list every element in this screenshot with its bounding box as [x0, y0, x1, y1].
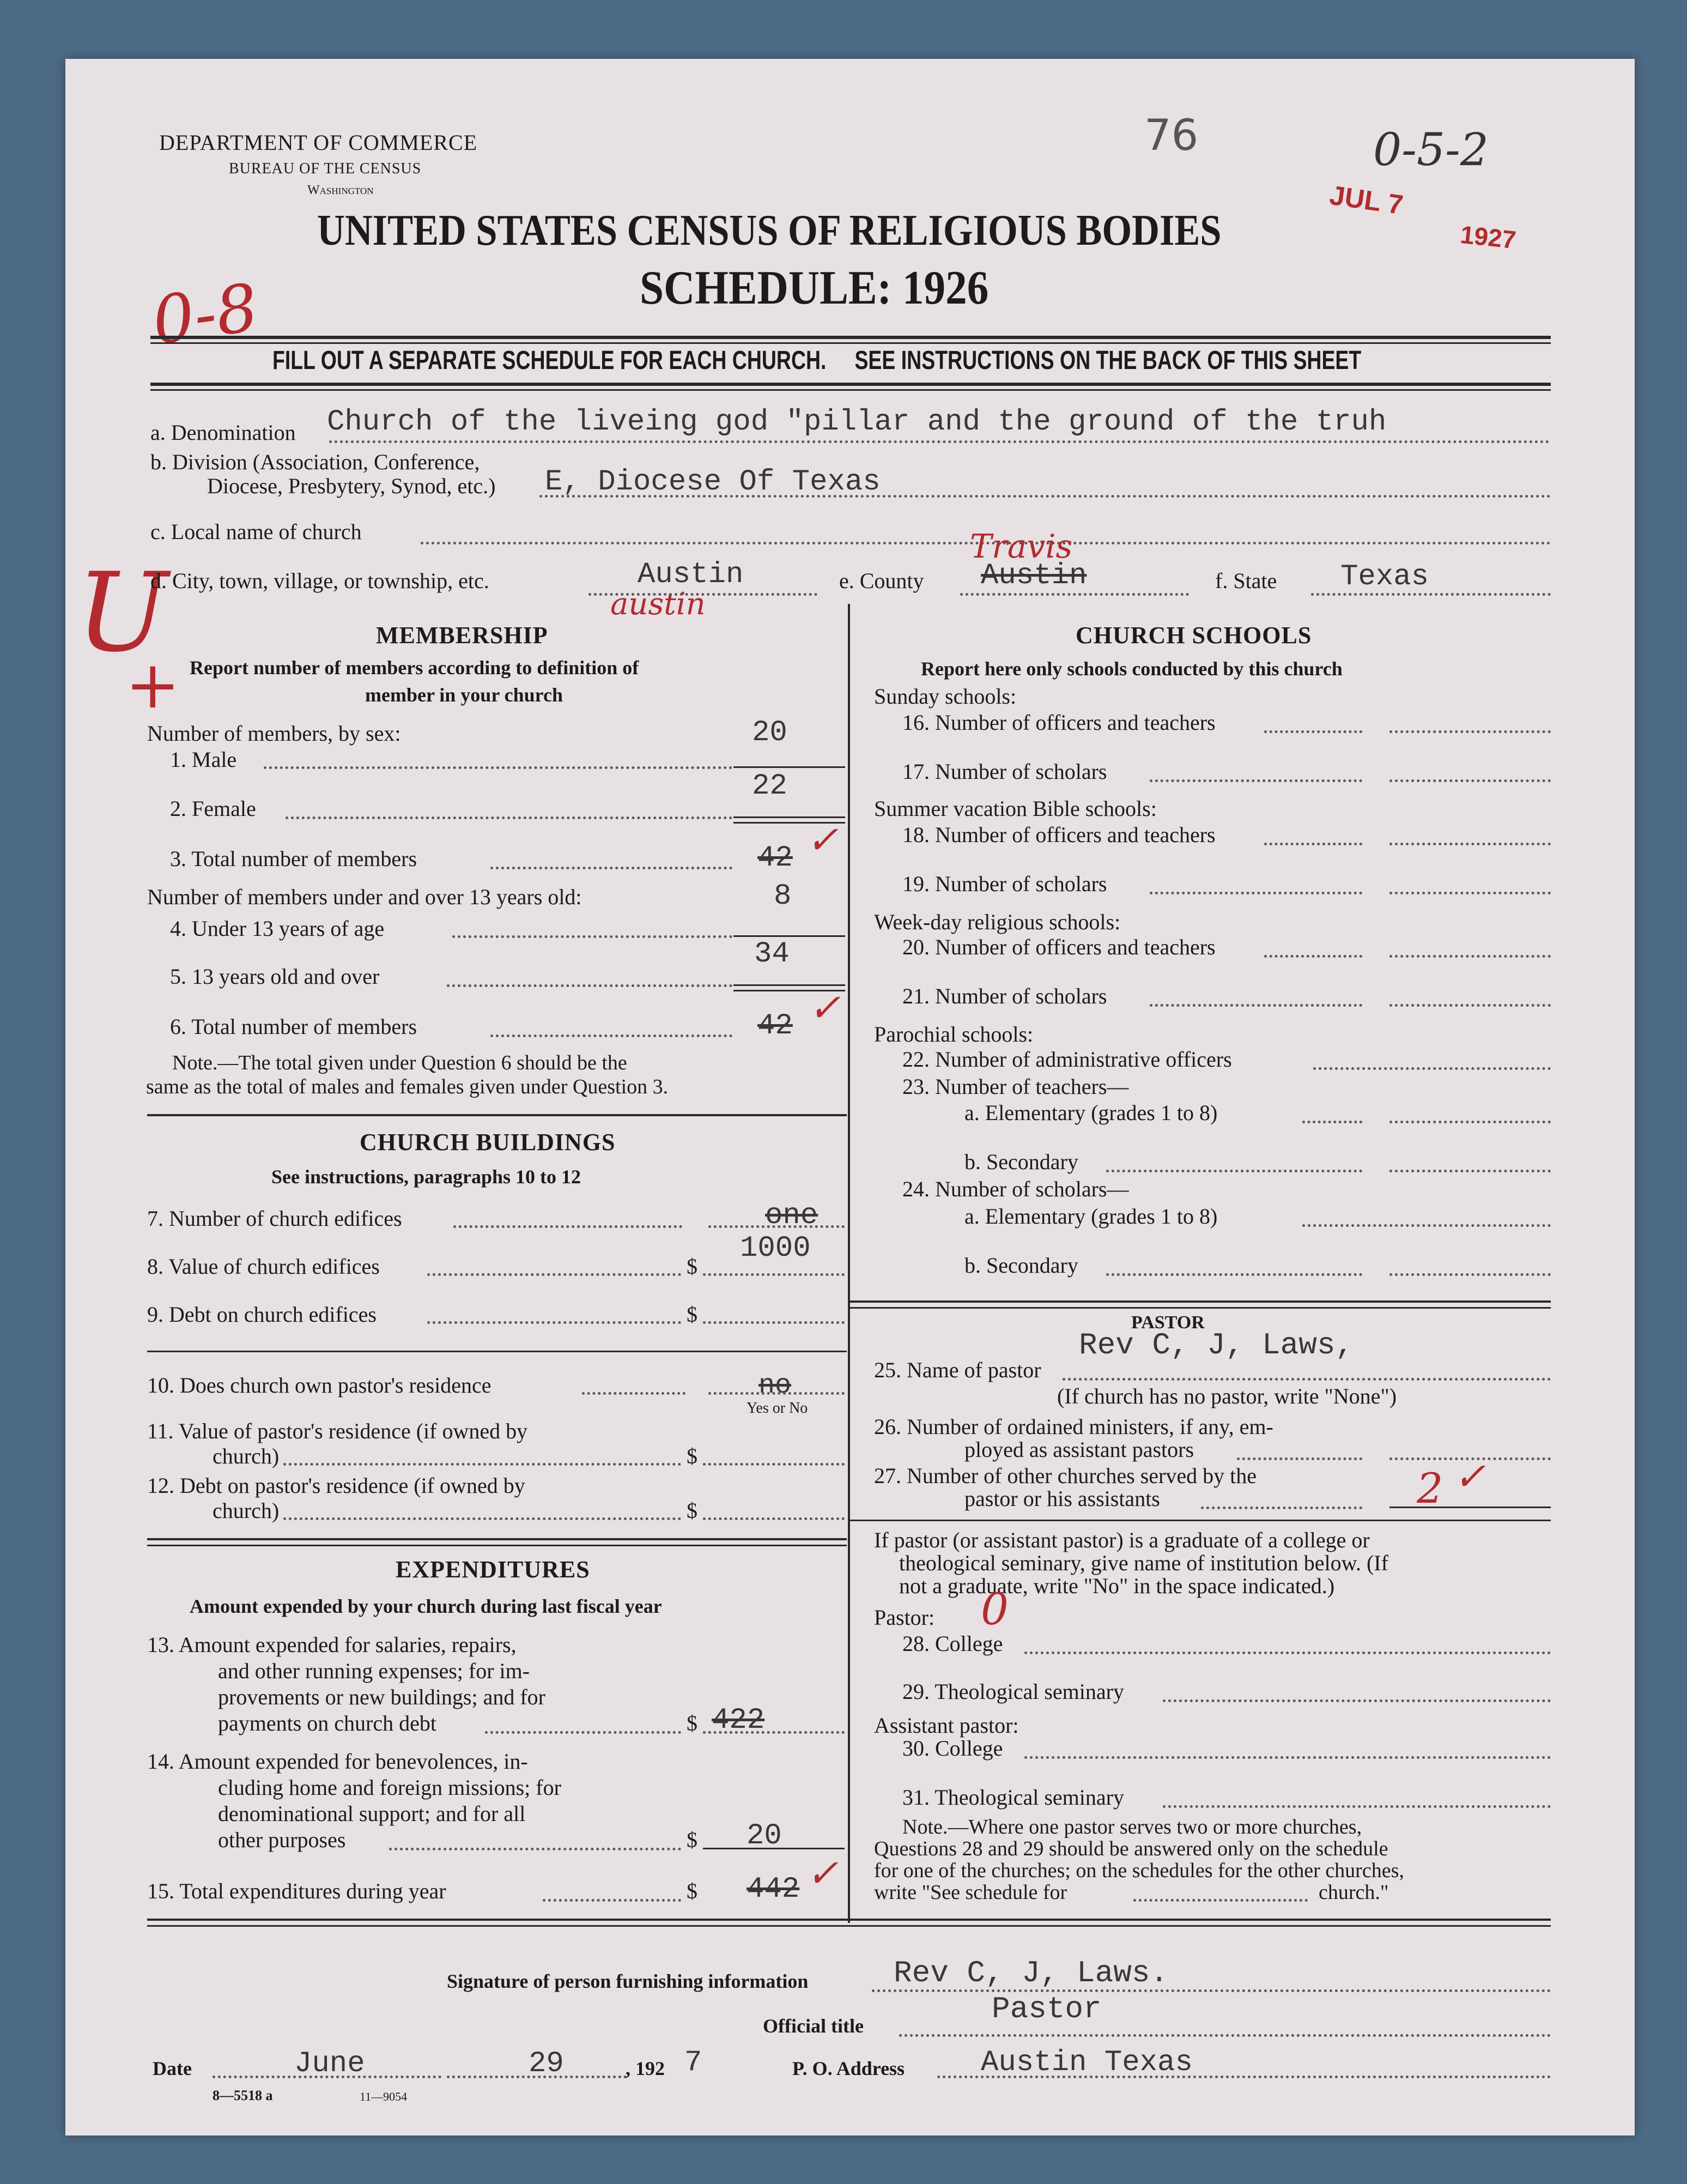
q6-total-label: 6. Total number of members — [170, 1014, 417, 1039]
q23a-label: a. Elementary (grades 1 to 8) — [964, 1100, 1218, 1125]
q15-total-value: 442 — [747, 1873, 800, 1906]
q1-male-label: 1. Male — [170, 747, 237, 772]
state-line — [1311, 593, 1551, 596]
date-label: Date — [153, 2058, 192, 2079]
county-label: e. County — [839, 568, 924, 593]
code-top-mark: 0-5-2 — [1373, 124, 1489, 176]
header-rule-bottom-2 — [150, 389, 1551, 391]
q3-check-mark: ✓ — [806, 818, 839, 862]
q8-leader — [427, 1273, 681, 1276]
q27-leader — [1201, 1507, 1362, 1509]
q31-seminary-label: 31. Theological seminary — [902, 1785, 1124, 1810]
q27-label-2: pastor or his assistants — [964, 1486, 1160, 1511]
q17-answer-line — [1389, 779, 1551, 782]
q29-line — [1163, 1699, 1551, 1702]
schools-subtitle: Report here only schools conducted by this church — [921, 658, 1343, 680]
column-divider — [848, 604, 850, 1923]
census-schedule-sheet — [65, 59, 1635, 2135]
members-by-sex-label: Number of members, by sex: — [147, 721, 401, 746]
denomination-line — [329, 440, 1550, 443]
q24-label: 24. Number of scholars— — [902, 1177, 1129, 1201]
q23a-answer-line — [1389, 1121, 1551, 1123]
q6-leader — [490, 1034, 732, 1037]
q30-line — [1024, 1756, 1551, 1759]
q12-leader — [283, 1517, 681, 1520]
signature-line — [872, 1989, 1551, 1992]
q5-13-and-over-value: 34 — [754, 937, 790, 971]
form-title: UNITED STATES CENSUS OF RELIGIOUS BODIES — [317, 207, 1222, 255]
q25-pastor-name-value: Rev C, J, Laws, — [1079, 1328, 1354, 1363]
pastor-note-blank — [1133, 1899, 1308, 1902]
q9-leader — [427, 1321, 681, 1324]
q10-residence-label: 10. Does church own pastor's residence — [147, 1373, 491, 1397]
division-label-2: Diocese, Presbytery, Synod, etc.) — [207, 474, 496, 498]
q8-value-value: 1000 — [740, 1232, 811, 1265]
q13-label-2: and other running expenses; for im- — [218, 1659, 530, 1683]
schedule-title: SCHEDULE: 1926 — [640, 262, 989, 314]
q25-line — [1063, 1378, 1551, 1381]
q12-answer-line — [703, 1517, 845, 1520]
members-by-age-label: Number of members under and over 13 years old: — [147, 885, 582, 909]
q26-label-2: ployed as assistant pastors — [964, 1437, 1194, 1462]
q30-college-label: 30. College — [902, 1736, 1003, 1760]
q13-leader — [485, 1731, 681, 1734]
weekday-schools-label: Week-day religious schools: — [874, 910, 1121, 934]
graduate-instruction-1: If pastor (or assistant pastor) is a graduate of a college or — [874, 1528, 1370, 1552]
print-code: 11—9054 — [360, 2090, 408, 2103]
schools-rule — [850, 1300, 1551, 1303]
division-value: E, Diocese Of Texas — [545, 465, 881, 499]
city-correction: austin — [610, 586, 706, 622]
q4-answer-line — [733, 935, 845, 937]
membership-rule — [147, 1114, 847, 1116]
q24b-leader — [1106, 1273, 1362, 1276]
q20-label: 20. Number of officers and teachers — [902, 935, 1216, 959]
q24b-answer-line — [1389, 1273, 1551, 1276]
footer-rule — [147, 1919, 1551, 1921]
q8-dollar: $ — [687, 1254, 697, 1279]
form-code: 8—5518 a — [213, 2088, 273, 2103]
header-rule-top-2 — [150, 342, 1551, 344]
q25-label: 25. Name of pastor — [874, 1358, 1041, 1382]
q2-female-label: 2. Female — [170, 796, 256, 821]
q14-benevolences-value: 20 — [747, 1819, 782, 1853]
q14-answer-line — [703, 1848, 845, 1849]
q9-dollar: $ — [687, 1302, 697, 1327]
q27-check-mark: ✓ — [1454, 1454, 1486, 1499]
city-value: Austin — [638, 558, 744, 591]
q14-label-1: 14. Amount expended for benevolences, in- — [147, 1749, 528, 1774]
q13-label-3: provements or new buildings; and for — [218, 1685, 545, 1709]
buildings-rule — [147, 1351, 847, 1352]
county-line — [960, 593, 1189, 596]
q14-leader — [389, 1848, 681, 1850]
q6-total-value: 42 — [757, 1009, 793, 1043]
q23b-leader — [1106, 1170, 1362, 1172]
po-address-line — [937, 2076, 1551, 2078]
summer-schools-label: Summer vacation Bible schools: — [874, 796, 1157, 821]
q12-label-2: church) — [213, 1498, 280, 1523]
q3-total-value: 42 — [757, 842, 793, 875]
graduate-instruction-3: not a graduate, write "No" in the space indicated.) — [899, 1574, 1335, 1598]
q9-debt-label: 9. Debt on church edifices — [147, 1302, 377, 1327]
expenditures-subtitle: Amount expended by your church during last fiscal year — [190, 1595, 662, 1617]
pastor-note-3: for one of the churches; on the schedules for the other churches, — [874, 1859, 1404, 1882]
city-heading: Washington — [307, 183, 374, 197]
q19-leader — [1150, 892, 1362, 894]
parochial-schools-label: Parochial schools: — [874, 1022, 1034, 1046]
pastor-title: PASTOR — [1131, 1312, 1205, 1333]
membership-note-1: Note.—The total given under Question 6 should be the — [172, 1051, 627, 1074]
q24a-label: a. Elementary (grades 1 to 8) — [964, 1204, 1218, 1229]
q7-edifices-label: 7. Number of church edifices — [147, 1206, 402, 1231]
denomination-label: a. Denomination — [150, 420, 296, 445]
date-year-digit: 7 — [684, 2046, 702, 2079]
q11-answer-line — [703, 1463, 845, 1466]
q22-label: 22. Number of administrative officers — [902, 1047, 1232, 1072]
q23-label: 23. Number of teachers— — [902, 1074, 1129, 1099]
division-line — [539, 495, 1551, 498]
q27-answer-line — [1389, 1507, 1551, 1508]
q21-leader — [1150, 1004, 1362, 1007]
q11-label-1: 11. Value of pastor's residence (if owned by — [147, 1419, 528, 1443]
q6-check-mark: ✓ — [809, 985, 841, 1030]
membership-title: MEMBERSHIP — [376, 622, 548, 649]
city-label: d. City, town, village, or township, etc. — [150, 568, 489, 593]
q16-answer-line — [1389, 730, 1551, 733]
date-month-value: June — [294, 2047, 365, 2080]
official-title-value: Pastor — [992, 1992, 1102, 2026]
q14-label-2: cluding home and foreign missions; for — [218, 1775, 561, 1800]
received-stamp-date: JUL 7 — [1327, 179, 1405, 221]
buildings-rule-bottom — [147, 1538, 847, 1540]
q10-residence-value: no — [758, 1370, 792, 1401]
q21-label: 21. Number of scholars — [902, 984, 1107, 1008]
membership-subtitle-1: Report number of members according to definition of — [190, 657, 639, 679]
q23a-leader — [1302, 1121, 1362, 1123]
sunday-schools-label: Sunday schools: — [874, 684, 1017, 709]
q10-leader — [582, 1392, 685, 1395]
q11-dollar: $ — [687, 1444, 697, 1468]
pastor-education-label: Pastor: — [874, 1605, 935, 1630]
header-rule-bottom — [150, 383, 1551, 386]
denomination-value: Church of the liveing god "pillar and the ground of the truh — [327, 406, 1387, 439]
assistant-pastor-label: Assistant pastor: — [874, 1713, 1019, 1738]
q21-answer-line — [1389, 1004, 1551, 1007]
q19-label: 19. Number of scholars — [902, 872, 1107, 896]
q11-leader — [283, 1463, 681, 1466]
q18-leader — [1264, 843, 1362, 845]
schools-rule-2 — [850, 1307, 1551, 1309]
q27-label-1: 27. Number of other churches served by the — [874, 1463, 1257, 1488]
date-year-prefix: , 192 — [626, 2058, 665, 2079]
buildings-title: CHURCH BUILDINGS — [360, 1129, 616, 1155]
q3-leader — [490, 867, 732, 869]
q3-total-label: 3. Total number of members — [170, 846, 417, 871]
q12-dollar: $ — [687, 1498, 697, 1523]
membership-note-2: same as the total of males and females given under Question 3. — [146, 1075, 669, 1098]
plus-mark: + — [125, 648, 180, 723]
q10-answer-line — [708, 1392, 845, 1395]
q18-answer-line — [1389, 843, 1551, 845]
q14-dollar: $ — [687, 1828, 697, 1852]
state-value: Texas — [1340, 560, 1429, 594]
q28-college-label: 28. College — [902, 1631, 1003, 1656]
q12-label-1: 12. Debt on pastor's residence (if owned by — [147, 1473, 525, 1498]
local-name-label: c. Local name of church — [150, 519, 362, 544]
q13-dollar: $ — [687, 1711, 697, 1735]
yes-or-no-hint: Yes or No — [747, 1400, 808, 1417]
q2-leader — [286, 816, 732, 819]
q29-seminary-label: 29. Theological seminary — [902, 1679, 1124, 1704]
pastor-note-1: Note.—Where one pastor serves two or more churches, — [902, 1816, 1362, 1838]
q1-male-value: 20 — [752, 716, 787, 749]
q24a-leader — [1302, 1224, 1551, 1227]
q15-check-mark: ✓ — [806, 1851, 839, 1896]
q31-line — [1163, 1805, 1551, 1808]
official-title-label: Official title — [763, 2015, 864, 2037]
official-title-line — [899, 2034, 1551, 2037]
q7-leader — [453, 1225, 682, 1228]
q28-line — [1024, 1651, 1551, 1654]
state-label: f. State — [1215, 568, 1277, 593]
expenditures-title: EXPENDITURES — [396, 1556, 590, 1583]
u-mark: U — [76, 549, 168, 676]
department-heading: DEPARTMENT OF COMMERCE — [159, 130, 478, 155]
q4-under-13-value: 8 — [774, 880, 792, 913]
city-line — [588, 593, 817, 596]
pastor-rule — [850, 1520, 1551, 1521]
po-address-label: P. O. Address — [792, 2058, 905, 2079]
q4-under-13-label: 4. Under 13 years of age — [170, 916, 385, 941]
code-left-mark: 0-8 — [148, 270, 263, 360]
q13-label-1: 13. Amount expended for salaries, repairs, — [147, 1632, 517, 1657]
q13-label-4: payments on church debt — [218, 1711, 436, 1735]
file-number-mark: 76 — [1144, 111, 1199, 160]
q4-leader — [452, 935, 732, 938]
schools-title: CHURCH SCHOOLS — [1076, 622, 1312, 649]
q8-value-label: 8. Value of church edifices — [147, 1254, 380, 1279]
q7-answer-line — [708, 1225, 845, 1228]
county-correction: Travis — [970, 528, 1073, 566]
q27-other-churches-value: 2 — [1417, 1464, 1443, 1513]
buildings-rule-bottom-2 — [147, 1545, 847, 1546]
q13-payments-value: 422 — [712, 1704, 765, 1737]
q14-label-3: denominational support; and for all — [218, 1801, 526, 1826]
q17-leader — [1150, 779, 1362, 782]
q16-label: 16. Number of officers and teachers — [902, 710, 1216, 735]
division-label-1: b. Division (Association, Conference, — [150, 450, 480, 474]
graduate-instruction-2: theological seminary, give name of institution below. (If — [899, 1551, 1388, 1575]
q20-answer-line — [1389, 955, 1551, 958]
q19-answer-line — [1389, 892, 1551, 894]
q1-leader — [264, 766, 732, 769]
q17-label: 17. Number of scholars — [902, 759, 1107, 784]
q18-label: 18. Number of officers and teachers — [902, 822, 1216, 847]
q14-label-4: other purposes — [218, 1828, 346, 1852]
q15-total-label: 15. Total expenditures during year — [147, 1879, 446, 1903]
q8-answer-line — [703, 1273, 845, 1276]
q25-note: (If church has no pastor, write "None") — [1057, 1384, 1397, 1408]
received-stamp-year: 1927 — [1459, 220, 1518, 255]
pastor-note-5: church." — [1319, 1881, 1389, 1904]
q15-leader — [543, 1899, 681, 1902]
pastor-note-2: Questions 28 and 29 should be answered only on the schedule — [874, 1837, 1388, 1860]
q26-leader — [1237, 1457, 1362, 1460]
q9-answer-line — [703, 1321, 845, 1324]
header-rule-top — [150, 336, 1551, 339]
q15-dollar: $ — [687, 1879, 697, 1903]
q2-female-value: 22 — [752, 770, 787, 803]
q24b-label: b. Secondary — [964, 1253, 1078, 1278]
q23b-answer-line — [1389, 1170, 1551, 1172]
buildings-subtitle: See instructions, paragraphs 10 to 12 — [271, 1166, 581, 1188]
bureau-heading: BUREAU OF THE CENSUS — [229, 160, 422, 177]
q1-answer-line — [733, 766, 845, 768]
signature-label: Signature of person furnishing information — [447, 1970, 809, 1992]
date-day-value: 29 — [529, 2047, 564, 2080]
membership-subtitle-2: member in your church — [365, 684, 563, 706]
q7-edifices-value: one — [765, 1199, 818, 1232]
q26-label-1: 26. Number of ordained ministers, if any, em- — [874, 1414, 1273, 1439]
pastor-note-4: write "See schedule for — [874, 1881, 1067, 1904]
q20-leader — [1264, 955, 1362, 958]
q16-leader — [1264, 730, 1362, 733]
q5-leader — [447, 984, 732, 987]
footer-rule-2 — [147, 1925, 1551, 1927]
q11-label-2: church) — [213, 1444, 280, 1468]
po-address-value: Austin Texas — [981, 2046, 1193, 2079]
pastor-education-zero-mark: 0 — [981, 1584, 1009, 1635]
q5-13-and-over-label: 5. 13 years old and over — [170, 964, 380, 989]
q22-leader — [1313, 1067, 1551, 1070]
county-value: Austin — [981, 559, 1087, 592]
q23b-label: b. Secondary — [964, 1150, 1078, 1174]
signature-value: Rev C, J, Laws. — [894, 1956, 1169, 1991]
q13-answer-line — [703, 1731, 845, 1734]
fill-out-instruction: FILL OUT A SEPARATE SCHEDULE FOR EACH CHURCH. SEE INSTRUCTIONS ON THE BACK OF THIS SHEET — [272, 346, 1362, 375]
